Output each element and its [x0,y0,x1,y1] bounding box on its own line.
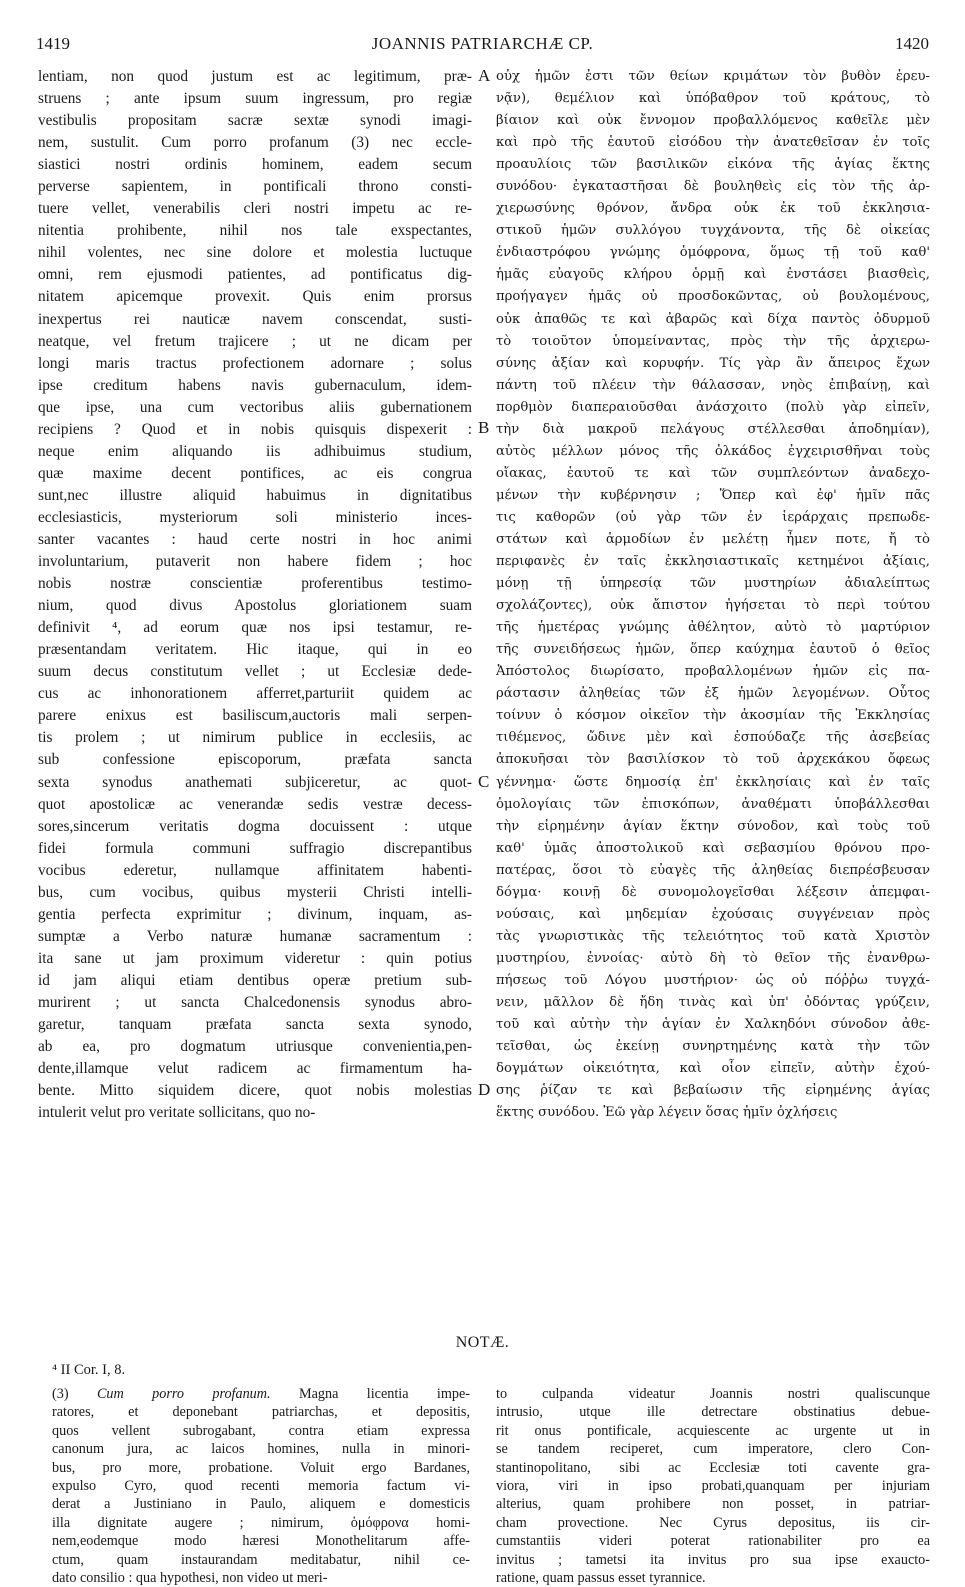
left-column-number: 1419 [36,34,70,53]
greek-text-line: στικοῦ ἡμῶν συλλόγου τυγχάνοντα, τῆς δὲ οἰκείας [496,223,930,239]
note-text-line: viora, viri in ipso probati,quanquam per injuriam [496,1477,930,1494]
latin-text-line: ecclesiasticis, mysteriorum soli ministerio inces- [38,508,472,526]
latin-text-line: dente,illamque velut radicem ac firmamentum ha- [38,1060,472,1078]
latin-text-line: bente. Mitto siquidem dicere, quot nobis molestias [38,1082,472,1100]
latin-text-line: cus ac inhonorationem afferret,parturiit quidem ac [38,685,472,703]
greek-text-line: οἴακας, ἑαυτοῦ τε καὶ τῶν συμπλεόντων ἀναδεχο- [496,465,930,481]
latin-text-line: ab ea, pro dogmatum utriusque convenientia,pen- [38,1038,472,1056]
notes-left-column [52,1385,470,1587]
greek-text-line: πατέρας, ὅσοι τὸ εὐαγὲς τῆς ἀληθείας διεπρέσβευσαν [496,862,930,878]
note-text-line: intrusio, utque ille detrectare obstinatius debue- [496,1404,930,1421]
latin-text-line: præsentandam veritatem. Hic itaque, qui in eo [38,641,472,659]
section-marker-c: C [478,772,490,791]
greek-text-line: τοῦ καὶ αὐτὴν τὴν ἁγίαν ἐν Χαλκηδόνι σύνοδον ἀθε- [496,1017,930,1033]
note-text-line: illa dignitate augere ; nimirum, ὁμόφρονα homi- [52,1514,470,1531]
greek-text-line: βίαιον καὶ οὐκ ἔννομον προβαλλόμενος καθεῖλε μὲν [496,113,930,129]
note-text-line: stantinopolitano, sibi ac Ecclesiæ toti cavente gra- [496,1459,930,1476]
note-text-line: to culpanda videatur Joannis nostri qualiscunque [496,1386,930,1402]
greek-text-line: τῆς ἡμετέρας γνώμης ἀθέλητον, αὐτὸ τὸ μαρτύριον [496,620,930,636]
note-text-line: ctum, quam instaurandam meditabatur, nihil ce- [52,1551,470,1568]
greek-text-line: πήσεως τοῦ Λόγου μυστήριον· ὡς οὐ πόῤῥω τυγχά- [496,972,930,988]
right-column-number: 1420 [895,34,929,53]
greek-text-line: ἡμᾶς εὐαγοῦς κλήρου ὁρμῇ καὶ ἐνστάσει βιασθεὶς, [496,267,930,283]
latin-text-line: quot apostolicæ ac venerandæ sedis vestræ decess- [38,795,472,813]
latin-text-line: longi maris tractus profectionem adornare ; solus [38,354,472,372]
note-text-line: ratione, quam passus esset tyrannice. [496,1569,706,1586]
latin-text-line: siastici nostri ordinis hominem, eadem secum [38,156,472,174]
greek-text-line: νειν, μᾶλλον δὲ ἤδη τινὰς καὶ ὑπ' ὀδόντας γρύζειν, [496,994,930,1010]
note-text-line: expulso Cyro, quod recenti memoria factum vi- [52,1477,470,1494]
greek-text-line: μόνῃ τῇ ὑπηρεσίᾳ τῶν μυστηρίων ἀδιαλείπτως [496,576,930,592]
greek-text-line: τὴν εἰρημένην ἁγίαν ἕκτην σύνοδον, καὶ τοὺς τοῦ [496,818,930,834]
latin-text-line: ipse creditum habens navis gubernaculum, idem- [38,376,472,394]
latin-text-line: sumptæ a Verbo naturæ humanæ sacramentum : [38,927,472,945]
section-marker-b: B [478,418,490,437]
latin-text-line: sunt,nec illustre aliquid habuimus in dignitatibus [38,486,472,504]
greek-text-line: τὴν διὰ μακροῦ πελάγους στέλλεσθαι ἀποδημίαν), [496,421,930,437]
greek-text-line: οὐχ ἡμῶν ἐστι τῶν θείων κριμάτων τὸν βυθὸν ἐρευ- [496,69,930,84]
latin-text-line: garetur, tanquam præfata sancta sexta synodo, [38,1016,472,1034]
page-title: JOANNIS PATRIARCHÆ CP. [371,34,594,53]
note-text-line: se tandem reciperet, cum imperatore, clero Con- [496,1441,930,1458]
latin-text-line: gentia perfecta exprimitur ; divinum, inquam, as- [38,905,472,923]
greek-text-line: στάτων καὶ ἁρμοδίων ἐν μελέτῃ ἦμεν ποτε, ἤ τὸ [496,531,930,547]
greek-text-line: πάντη τοῦ πλέειν τὴν θάλασσαν, νηὸς ἐπιβαίνῃ, καὶ [496,377,930,393]
greek-text-line: συνόδου· ἐγκαταστῆσαι δὲ βουληθεὶς εἰς τὸν τῆς ἀρ- [496,179,930,195]
latin-text-line: bus, cum vocibus, quibus mysterii Christi intelli- [38,883,472,901]
latin-text-line: vocibus ederetur, nullamque affinitatem habenti- [38,861,472,879]
greek-text-line: σης ῥίζαν τε καὶ βεβαίωσιν τῆς εἰρημένης ἁγίας [496,1083,930,1099]
section-marker-a: A [478,66,491,85]
greek-text-line: γέννημα· ὥστε δημοσίᾳ ἐπ' ἐκκλησίαις καὶ ἐν ταῖς [496,774,930,790]
latin-text-line: neatque, vel fretum trajicere ; ut ne dicam per [38,332,472,350]
latin-text-line: ita sane ut jam proximum videretur : quin potius [38,949,472,967]
latin-text-line: vestibulis propositam sacræ sextæ synodi imagi- [38,112,472,130]
note-text-line: ratores, et deponebant patriarchas, et depositis, [52,1404,470,1421]
greek-text-line: περιφανὲς ἐν ταῖς ἐκκλησιαστικαῖς κετημένοι ἀξίαις, [496,554,930,570]
latin-text-line: recipiens ? Quod et in nobis quisquis dispexerit : [38,420,472,438]
note-text-line: quos vellent subrogabant, contra etiam expressa [52,1422,470,1439]
greek-text-line: τοίνυν ὁ κόσμον οἰκεῖον τὴν ἀκοσμίαν τῆς Ἐκκλησίας [496,708,930,724]
latin-text-line: parere enixus est basiliscum,auctoris mali serpen- [38,707,472,725]
latin-text-line: sores,sincerum veritatis dogma docuissent : utque [38,817,472,835]
latin-text-line: omni, rem ejusmodi patientes, ad pontificatus dig- [38,266,472,284]
greek-text-line: Ἀπόστολος διωρίσατο, προβαλλομένων ἡμῶν εἰς πα- [496,664,930,680]
latin-text-line: nium, quod divus Apostolus gloriationem suam [38,597,472,615]
note-text-line: dato consilio : qua hypothesi, non video ut meri- [52,1569,328,1586]
note-text-line: cham provectione. Nec Cyrus depositus, iis cir- [496,1514,930,1531]
note-text-line: rit onus pontificale, acquiescente ac urgente ut in [496,1422,930,1439]
latin-text-line: sexta synodus anathemati subjiceretur, ac quot- [38,773,472,791]
greek-text-line: νούσαις, καὶ μηδεμίαν ἐχούσαις συγγένειαν πρὸς [496,906,930,922]
greek-text-line: σχολάζοντες), οὐκ ἄπιστον ἡγήσεται τὸ περὶ τούτου [496,598,930,614]
note-lemma: Cum porro profanum. [96,1386,271,1402]
greek-text-line: τεῖσθαι, ὡς ἐκείνῃ συνηρτημένης κατὰ τὴν τῶν [496,1039,930,1055]
greek-text-line: προαυλίοις τῶν βασιλικῶν εἰκόνα τῆς ἁγίας ἕκτης [496,157,930,173]
greek-text-line: πορθμὸν διαπεραιοῦσθαι ἀνάσχοιτο (πολὺ γὰρ εἰπεῖν, [496,399,930,415]
latin-text-line: murirent ; ut sancta Chalcedonensis synodus abro- [38,993,472,1011]
note-text-line: nem,eodemque modo hæresi Monothelitarum affe- [52,1533,470,1550]
greek-text-line: τὸ τοιοῦτον ὑπομείναντας, πρὸς τὴν τῆς ἀρχιερω- [496,333,930,349]
latin-text-line: neque enim aliquando iis adhibuimus studium, [38,442,472,460]
latin-text-line: suum decus constitutum vellet ; ut Ecclesiæ dede- [38,663,472,681]
greek-text-line: δόγμα· κοινῇ δὲ συνομολογεῖσθαι λέξεσιν ἀπεμφαι- [496,884,930,900]
latin-text-line: definivit ⁴, ad eorum quæ nos ipsi testamur, re- [38,619,472,637]
greek-text-line: νᾷν), θεμέλιον καὶ ὑπόβαθρον τοῦ κράτους, τὸ [496,91,930,107]
section-marker-d: D [478,1080,491,1099]
greek-text-line: ἀποκυῆσαι τὸν βασιλίσκον τὸ τοῦ ἀρχεκάκου ὄφεως [496,752,930,768]
note-text-line: bus, pro more, probatione. Voluit ergo Bardanes, [52,1459,470,1476]
latin-text-line: quæ maxime decent pontifices, ac eis congrua [38,464,472,482]
latin-text-line: que ipse, una cum vectoribus aliis gubernationem [38,398,472,416]
greek-text-line: μένων τὴν κυβέρνησιν ; Ὅπερ καὶ ἐφ' ἡμῖν πᾶς [496,487,930,503]
latin-text-line: nitatem apicemque provexit. Quis enim prorsus [38,288,472,306]
note-text-line: invitus ; tametsi ita invitus pro sua ipse exaucto- [496,1551,930,1568]
latin-text-line: tuere vellet, venerabilis cleri nostri impetu ac re- [38,200,472,218]
note-text-line: canonum jura, ac laicos homines, nulla in minori- [52,1441,470,1458]
latin-text-line: nobis nostræ conscientiæ proferentibus testimo- [38,575,472,593]
greek-text-line: μυστηρίου, ἐννοίας· αὐτὸ δὴ τὸ θεῖον τῆς ἐνανθρω- [496,950,930,966]
greek-text-line: ὁμολογίαις τῶν ἐπισκόπων, ἀναθέματι ὑποβάλλεσθαι [496,796,930,812]
notes-right-column [496,1385,930,1587]
greek-text-column [496,66,930,1124]
latin-text-line: struens ; ante ipsum suum ingressum, pro regiæ [38,90,472,108]
latin-text-line: intulerit velut pro veritate sollicitans, quo no- [38,1104,316,1122]
greek-text-line: χιερωσύνης θρόνον, ἄνδρα οὐκ ἐκ τοῦ ἐκκλησια- [496,201,930,217]
greek-text-line: σύνης ἀξίαν καὶ κορυφήν. Τίς γὰρ ἂν ἄπειρος ἔχων [496,355,930,371]
latin-text-line: nihil volentes, nec sine dolore et molestia luctuque [38,244,472,262]
greek-text-line: τῆς συνειδήσεως ἡμῶν, ὅπερ καύχημα ἑαυτοῦ ὁ θεῖος [496,642,930,658]
latin-text-line: nem, sustulit. Cum porro profanum (3) nec eccle- [38,134,472,152]
latin-text-line: fidei formula communi suffragio discrepantibus [38,839,472,857]
greek-text-line: καὶ πρὸ τῆς ἑαυτοῦ εἰσόδου τὴν ἀνατεθεῖσαν ἐν τοῖς [496,135,930,151]
greek-text-line: προήγαγεν ἡμᾶς οὐ προσδοκῶντας, οὐ βουλομένους, [496,289,930,305]
latin-text-line: tis prolem ; ut nimirum publice in ecclesiis, ac [38,729,472,747]
greek-text-line: ἕκτης συνόδου. Ἐῶ γὰρ λέγειν ὅσας ἡμῖν ὀχλήσεις [496,1105,838,1121]
notes-heading: NOTÆ. [455,1334,510,1351]
latin-text-line: lentiam, non quod justum est ac legitimum, præ- [38,68,472,85]
note-text-line: (3) Cum porro profanum. Magna licentia impe- [52,1386,470,1402]
latin-text-line: nitentia prohibente, nihil nos tale exspectantes, [38,222,472,240]
latin-text-line: involuntarium, putaverit non habere fidem ; hoc [38,553,472,571]
latin-text-line: perverse sapientem, in pontificali throno consti- [38,178,472,196]
greek-text-line: ἐνδιαστρόφου γνώμης ὁμόφρονα, ὅμως τῇ τοῦ καθ' [496,245,930,261]
note-text-line: cumstantiis videri poterat rationabiliter pro ea [496,1533,930,1550]
latin-text-line: santer vacantes : haud certe nostri in hoc animi [38,530,472,548]
running-header [36,34,929,56]
greek-text-line: οὐκ ἀπαθῶς τε καὶ ἀβαρῶς καὶ δίχα παντὸς ὀδυρμοῦ [496,311,930,327]
latin-text-line: sub confessione episcoporum, præfata sancta [38,751,472,769]
greek-text-line: αὐτὸς μέλλων μόνος τῆς ὁλκάδος ἐγχειρισθῆναι τοὺς [496,443,930,459]
greek-text-line: τιθέμενος, ὤδινε μὲν καὶ ἐσπούδαζε τῆς ἀσεβείας [496,730,930,746]
greek-text-line: τις καθορῶν (οὐ γὰρ τῶν ἐν ἱεράρχαις πρεπωδε- [496,509,930,525]
greek-text-line: δογμάτων οἰκειότητα, καὶ οἷον εἰπεῖν, αὐτὴν ἐχού- [496,1061,930,1077]
footnote-reference: ⁴ II Cor. I, 8. [52,1362,126,1378]
latin-text-column [38,66,472,1124]
note-text-line: derat a Justiniano in Paulo, aliquem e domesticis [52,1496,470,1513]
latin-text-line: inexpertus rei nauticæ navem conscendat, susti- [38,310,472,328]
greek-text-line: ράστασιν ἀληθείας τῶν ἐξ ἡμῶν λεγομένων. Οὗτος [496,686,930,702]
greek-text-line: τὰς γνωριστικὰς τῆς τελειότητος τοῦ κατὰ Χριστὸν [496,928,930,944]
note-text-line: alterius, quam prohibere non posset, in patriar- [496,1496,930,1513]
latin-text-line: id jam aliqui etiam dentibus operæ pretium sub- [38,971,472,989]
greek-text-line: καθ' ὑμᾶς ἀποστολικοῦ καὶ σεβασμίου θρόνου προ- [496,840,930,856]
